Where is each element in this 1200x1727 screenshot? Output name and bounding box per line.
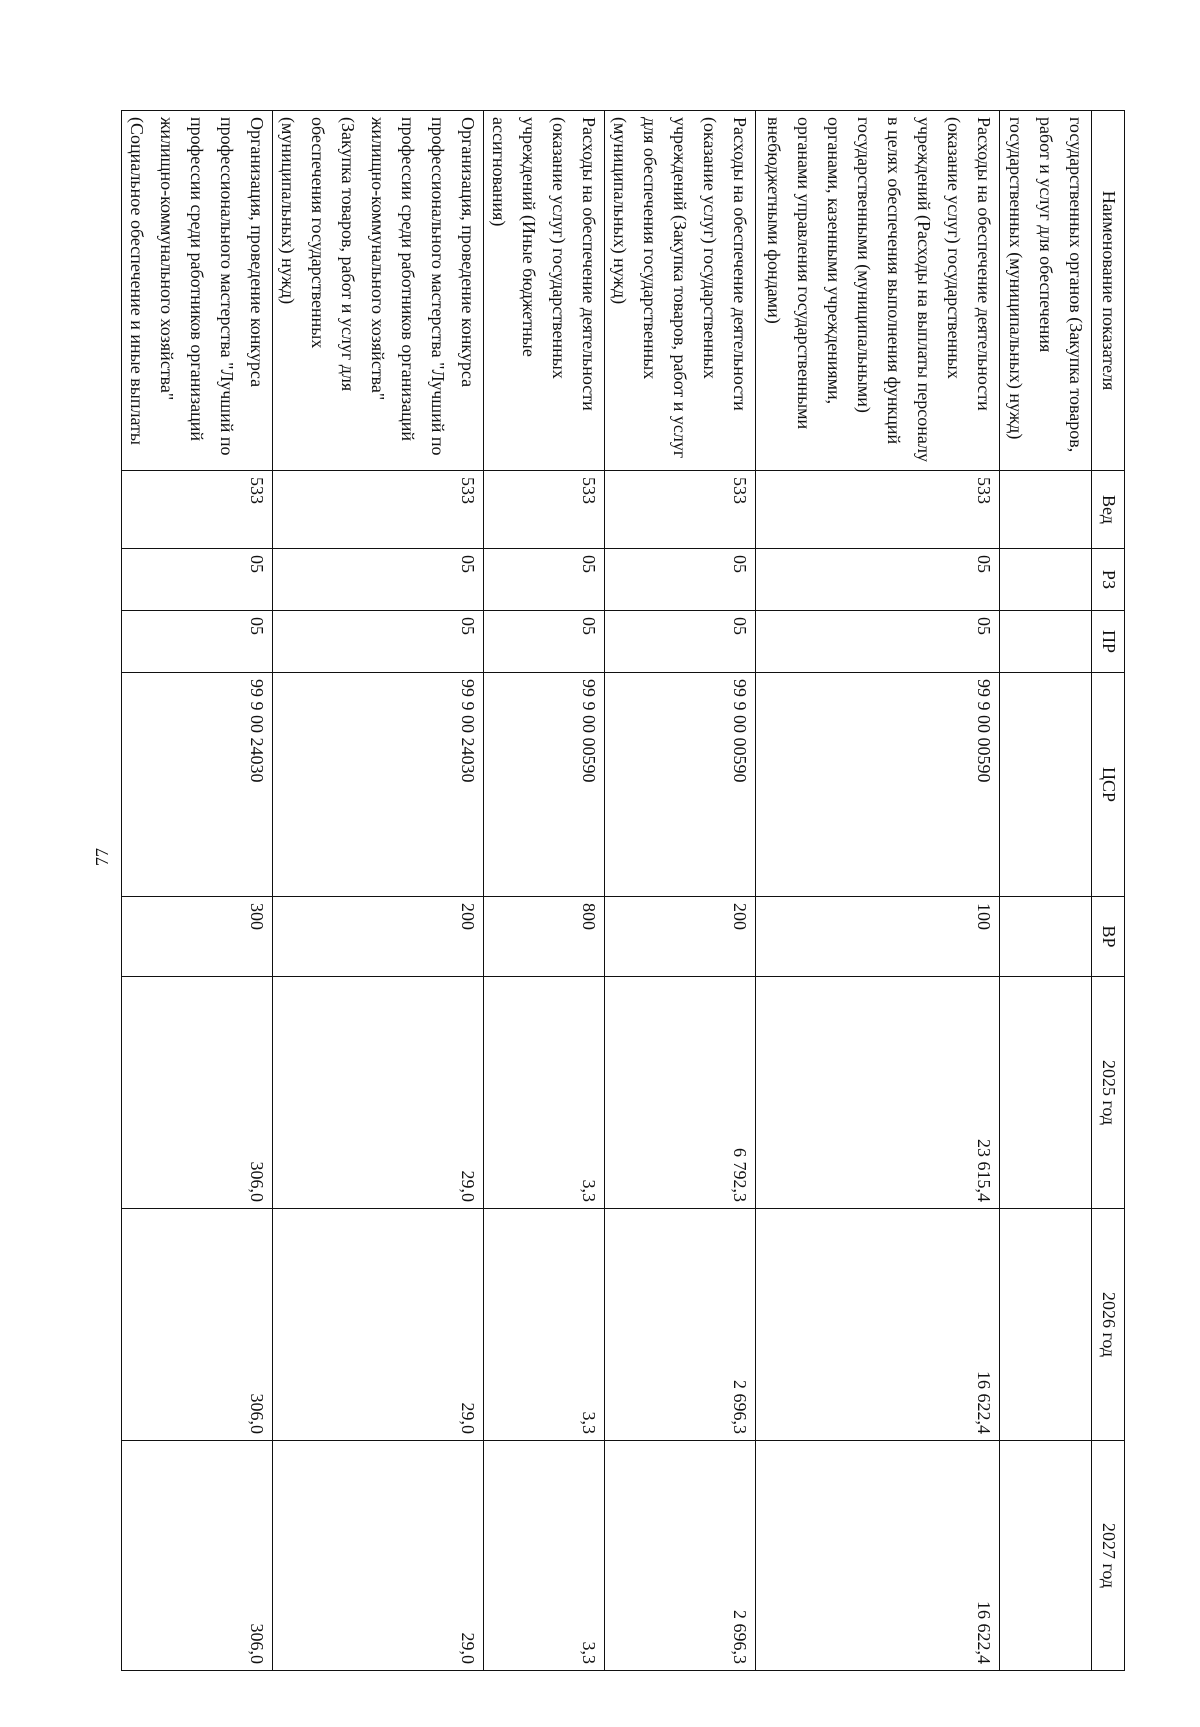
row-2026: 2 696,3 [605,1209,756,1441]
header-2025: 2025 год [1092,977,1125,1209]
row-2025: 3,3 [484,977,605,1209]
row-ved: 533 [756,471,1000,549]
row-vr: 200 [605,897,756,977]
table-row [605,111,756,1671]
row-ved: 533 [273,471,484,549]
row-name: Расходы на обеспечение деятельности (оказание услуг) государственных учреждений (Иные бюджетные ассигнования) [484,111,605,471]
table-row [122,111,273,1671]
header-name: Наименование показателя [1092,111,1125,471]
row-2027: 2 696,3 [605,1441,756,1671]
row-csr: 99 9 00 00590 [756,673,1000,897]
row-2026: 3,3 [484,1209,605,1441]
row-pr: 05 [756,611,1000,673]
header-2027: 2027 год [1092,1441,1125,1671]
row-pr: 05 [273,611,484,673]
header-pr: ПР [1092,611,1125,673]
row-2025: 306,0 [122,977,273,1209]
row-name: Расходы на обеспечение деятельности (оказание услуг) государственных учреждений (Расходы на выплаты персоналу в целях обеспечения выполнения функций государственными (муниципальными) органами, казенными учреждениями, органами управления государственными внебюджетными фондами) [756,111,1000,471]
row-2025: 6 792,3 [605,977,756,1209]
row-pr: 05 [484,611,605,673]
header-csr: ЦСР [1092,673,1125,897]
page-number: 77 [92,848,112,866]
row-csr: 99 9 00 00590 [605,673,756,897]
table-header-row [1092,111,1125,1671]
row-2027: 3,3 [484,1441,605,1671]
row-rz: 05 [756,549,1000,611]
header-2026: 2026 год [1092,1209,1125,1441]
row-rz [1000,549,1092,611]
row-vr: 800 [484,897,605,977]
row-name: Организация, проведение конкурса профессионального мастерства "Лучший по профессии среди работников организаций жилищно-коммунального хозяйства" (Социальное обеспечение и иные выплаты [122,111,273,471]
budget-table [121,110,1125,1671]
table-row [273,111,484,1671]
row-rz: 05 [273,549,484,611]
row-2025: 23 615,4 [756,977,1000,1209]
row-pr: 05 [605,611,756,673]
row-vr [1000,897,1092,977]
budget-table-wrapper [127,110,1125,1670]
table-row [756,111,1000,1671]
row-ved: 533 [605,471,756,549]
row-2027: 29,0 [273,1441,484,1671]
table-row [484,111,605,1671]
row-ved [1000,471,1092,549]
row-rz: 05 [605,549,756,611]
row-vr: 200 [273,897,484,977]
header-ved: Вед [1092,471,1125,549]
table-row [1000,111,1092,1671]
row-csr: 99 9 00 00590 [484,673,605,897]
header-rz: РЗ [1092,549,1125,611]
header-vr: ВР [1092,897,1125,977]
row-ved: 533 [484,471,605,549]
row-pr: 05 [122,611,273,673]
row-2027 [1000,1441,1092,1671]
row-name: Расходы на обеспечение деятельности (оказание услуг) государственных учреждений (Закупка товаров, работ и услуг для обеспечения государственных (муниципальных) нужд) [605,111,756,471]
row-vr: 300 [122,897,273,977]
row-name: государственных органов (Закупка товаров, работ и услуг для обеспечения государственных (муниципальных) нужд) [1000,111,1092,471]
row-2025 [1000,977,1092,1209]
row-name: Организация, проведение конкурса профессионального мастерства "Лучший по профессии среди работников организаций жилищно-коммунального хозяйства" (Закупка товаров, работ и услуг для обеспечения государственных (муниципальных) нужд) [273,111,484,471]
row-2026: 16 622,4 [756,1209,1000,1441]
row-2027: 306,0 [122,1441,273,1671]
row-ved: 533 [122,471,273,549]
row-2026 [1000,1209,1092,1441]
row-rz: 05 [484,549,605,611]
row-vr: 100 [756,897,1000,977]
row-csr: 99 9 00 24030 [122,673,273,897]
row-2025: 29,0 [273,977,484,1209]
row-pr [1000,611,1092,673]
row-2026: 29,0 [273,1209,484,1441]
row-csr [1000,673,1092,897]
row-rz: 05 [122,549,273,611]
row-csr: 99 9 00 24030 [273,673,484,897]
row-2027: 16 622,4 [756,1441,1000,1671]
row-2026: 306,0 [122,1209,273,1441]
